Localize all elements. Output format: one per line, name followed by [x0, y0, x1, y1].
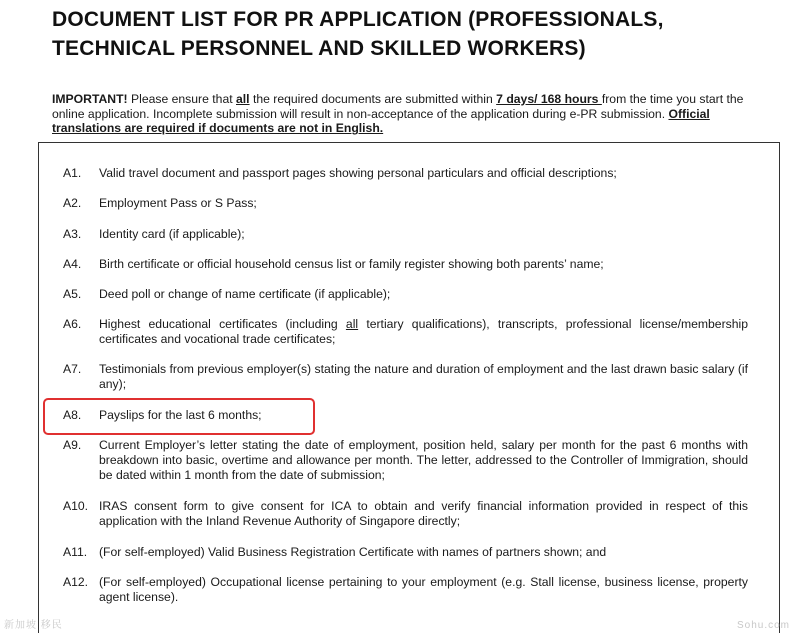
item-code: A8. [63, 408, 82, 422]
important-text-3: from the time you start the online application. Incomplete submission will result in non-acceptance of the application during e-PR submission. [52, 92, 744, 121]
item-text-underlined: all [345, 317, 359, 331]
item-text: Deed poll or change of name certificate (if applicable); [99, 287, 391, 301]
item-text: Identity card (if applicable); [99, 227, 245, 241]
important-all-word: all [236, 92, 250, 106]
item-code: A10. [63, 499, 89, 513]
list-item-a4 [63, 257, 748, 272]
item-text: Current Employer’s letter stating the date of employment, position held, salary per month for the past 6 months with breakdown into basic, overtime and allowance per month. The letter, addressed to the Controller of Immigration, should be dated within 1 month from the date of submission; [99, 438, 748, 483]
list-item-a10 [63, 499, 748, 529]
item-text: Employment Pass or S Pass; [99, 196, 257, 210]
item-text-part: Highest educational certificates (including [99, 317, 346, 331]
list-item-a2 [63, 196, 748, 211]
important-deadline: 7 days/ 168 hours [496, 92, 602, 106]
watermark-right: Sohu.com [736, 620, 790, 631]
item-code: A2. [63, 196, 82, 210]
watermark-left: 新加坡 移民 [4, 620, 63, 631]
list-item-a1 [63, 166, 748, 181]
item-text: IRAS consent form to give consent for ICA to obtain and verify financial information provided in respect of this application with the Inland Revenue Authority of Singapore directly; [99, 499, 748, 529]
item-code: A7. [63, 362, 82, 376]
item-text: (For self-employed) Valid Business Registration Certificate with names of partners shown; and [99, 545, 607, 559]
important-text-1: Please ensure that [127, 92, 236, 106]
important-label: IMPORTANT! [52, 92, 128, 106]
item-text: Birth certificate or official household census list or family register showing both parents’ name; [99, 257, 604, 271]
item-text: Payslips for the last 6 months; [99, 408, 262, 422]
list-item-a9 [63, 438, 748, 484]
item-code: A11. [63, 545, 88, 559]
item-code: A12. [63, 575, 89, 589]
list-item-a6 [63, 317, 748, 347]
important-text-2: the required documents are submitted within [249, 92, 497, 106]
important-notice [52, 92, 762, 136]
item-code: A9. [63, 438, 82, 452]
item-code: A6. [63, 317, 82, 331]
page-title: DOCUMENT LIST FOR PR APPLICATION (PROFESSIONALS, TECHNICAL PERSONNEL AND SKILLED WORKERS) [52, 8, 664, 60]
item-text [99, 317, 748, 347]
list-item-a12 [63, 575, 748, 605]
translation-note: Official translations are required if documents are not in English. [52, 106, 710, 136]
item-text-part: tertiary qualifications), transcripts, professional license/membership certificates and vocational trade certificates; [99, 317, 749, 347]
item-code: A4. [63, 257, 82, 271]
item-code: A1. [63, 166, 82, 180]
item-text: Valid travel document and passport pages showing personal particulars and official descriptions; [99, 166, 617, 180]
item-text: Testimonials from previous employer(s) stating the nature and duration of employment and the last drawn basic salary (if any); [99, 362, 748, 392]
item-code: A5. [63, 287, 82, 301]
list-item-a3 [63, 227, 748, 242]
list-item-a7 [63, 362, 748, 392]
list-item-a5 [63, 287, 748, 302]
highlight-box-a8 [43, 398, 315, 435]
list-item-a11 [63, 545, 748, 560]
item-text: (For self-employed) Occupational license pertaining to your employment (e.g. Stall license, business license, property agent license). [99, 575, 748, 605]
item-code: A3. [63, 227, 82, 241]
